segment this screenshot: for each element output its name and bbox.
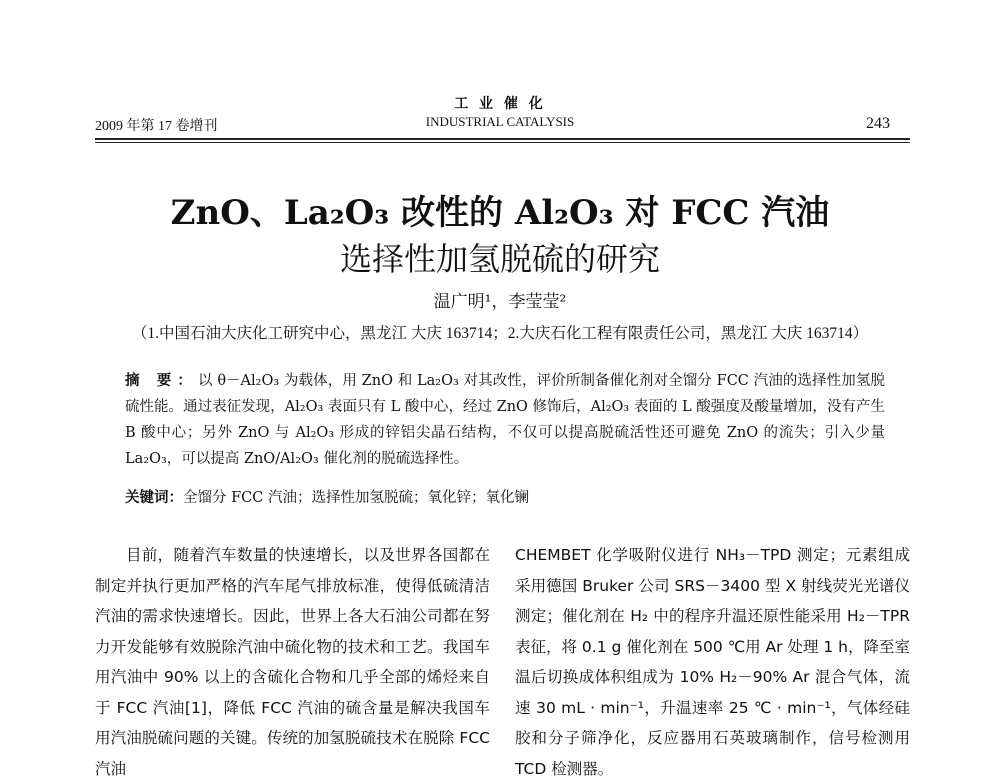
page-number: 243	[866, 115, 890, 132]
keywords	[125, 486, 885, 507]
journal-name	[380, 95, 620, 131]
journal-name-cn: 工 业 催 化	[454, 96, 546, 112]
abstract-label: 摘 要：	[125, 373, 198, 389]
abstract-text: 以 θ－Al₂O₃ 为载体，用 ZnO 和 La₂O₃ 对其改性，评价所制备催化剂对全馏分 FCC 汽油的选择性加氢脱硫性能。通过表征发现，Al₂O₃ 表面只有 L 酸中心，经过 ZnO 修饰后，Al₂O₃ 表面的 L 酸强度及酸量增加，没有产生 B 酸中心；另外 ZnO 与 Al₂O₃ 形成的锌铝尖晶石结构，不仅可以提高脱硫活性还可避免 ZnO 的流失；引入少量 La₂O₃，可以提高 ZnO/Al₂O₃ 催化剂的脱硫选择性。	[125, 373, 885, 467]
body-left-column: 目前，随着汽车数量的快速增长，以及世界各国都在制定并执行更加严格的汽车尾气排放标准，使得低硫清洁汽油的需求快速增长。因此，世界上各大石油公司都在努力开发能够有效脱除汽油中硫化物的技术和工艺。我国车用汽油中 90% 以上的含硫化合物和几乎全部的烯烃来自于 FCC 汽油[1]，降低 FCC 汽油的硫含量是解决我国车用汽油脱硫问题的关键。传统的加氢脱硫技术在脱除 FCC 汽油	[95, 546, 490, 778]
article-title-line2: 选择性加氢脱硫的研究	[339, 240, 660, 278]
affiliation: （1.中国石油大庆化工研究中心，黑龙江 大庆 163714；2.大庆石化工程有限责任公司，黑龙江 大庆 163714）	[131, 325, 869, 342]
header-rule-thin	[95, 142, 910, 143]
article-title-line1: ZnO、La₂O₃ 改性的 Al₂O₃ 对 FCC 汽油	[170, 193, 830, 233]
journal-name-en: INDUSTRIAL CATALYSIS	[425, 114, 575, 129]
body-right-column: CHEMBET 化学吸附仪进行 NH₃－TPD 测定；元素组成采用德国 Bruker 公司 SRS－3400 型 X 射线荧光光谱仪测定；催化剂在 H₂ 中的程序升温还原性能采用 H₂－TPR 表征，将 0.1 g 催化剂在 500 ℃用 Ar 处理 1 h，降至室温后切换成体积组成为 10% H₂－90% Ar 混合气体，流速 30 mL · min⁻¹，升温速率 25 ℃ · min⁻¹，气体经硅胶和分子筛净化，反应器用石英玻璃制作，信号检测用 TCD 检测器。	[515, 546, 910, 778]
journal-issue: 2009 年第 17 卷增刊	[95, 119, 218, 134]
abstract	[125, 368, 885, 472]
keywords-text: 全馏分 FCC 汽油；选择性加氢脱硫；氧化锌；氧化镧	[183, 490, 529, 506]
authors: 温广明¹，李莹莹²	[433, 292, 567, 312]
keywords-label: 关键词：	[125, 490, 183, 506]
header-rule-thick	[95, 138, 910, 140]
